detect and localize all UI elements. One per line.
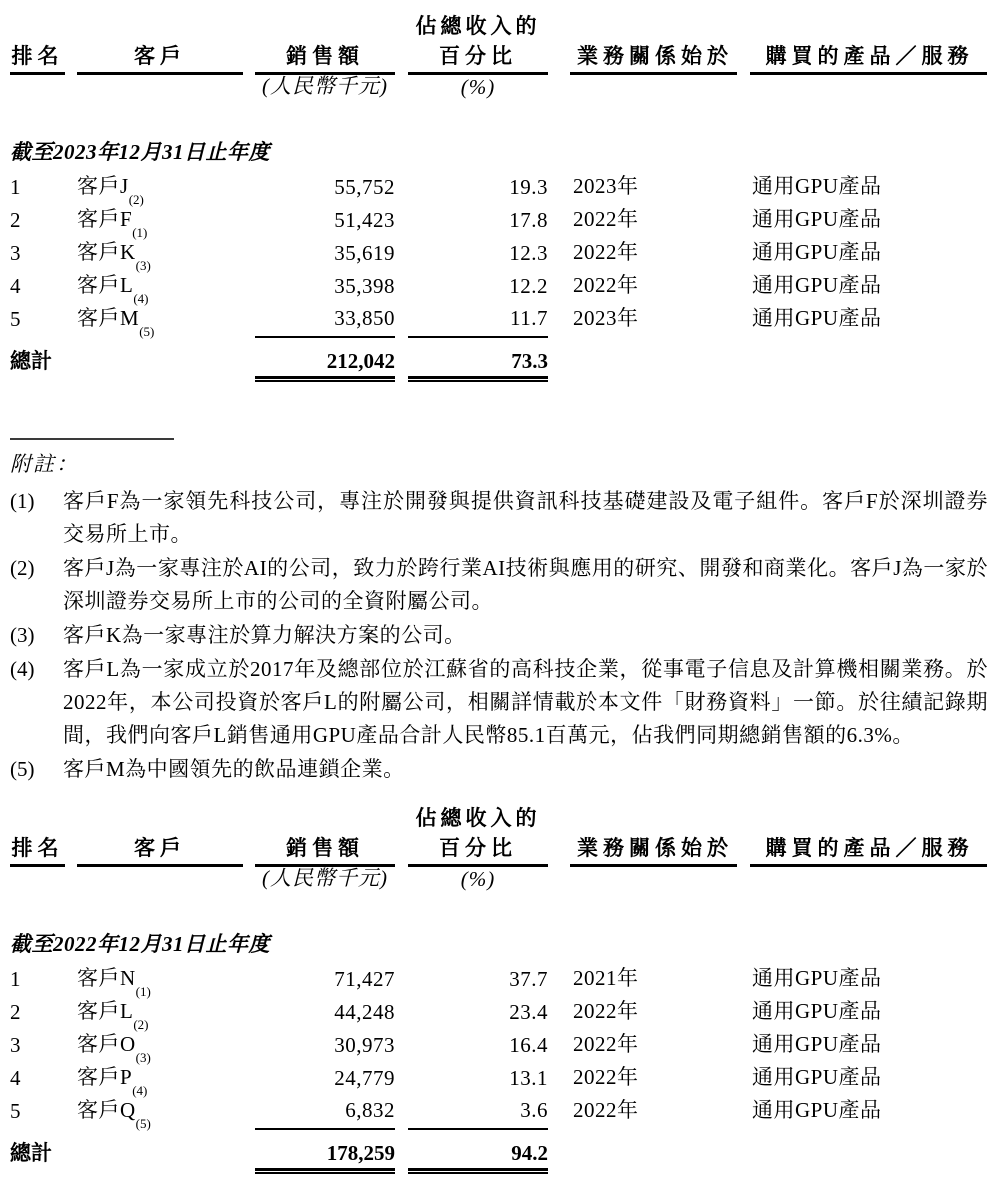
table-row <box>10 995 988 1032</box>
table-row <box>10 962 988 999</box>
product-cell: 通用GPU產品 <box>752 999 882 1023</box>
pct-unit-label: (%) <box>460 75 496 99</box>
table-row <box>10 1094 988 1131</box>
since-cell: 2022年 <box>573 999 639 1023</box>
product-cell: 通用GPU產品 <box>752 306 882 330</box>
customer-name: 客戶K <box>77 240 136 264</box>
column-header-customer: 客戶 <box>77 832 243 867</box>
column-header-rank: 排名 <box>10 40 65 75</box>
header-row <box>10 832 988 862</box>
total-sales-value: 212,042 <box>255 349 395 379</box>
rank-cell: 3 <box>10 1033 21 1057</box>
total-pct-value: 73.3 <box>408 349 548 379</box>
customer-cell: 客戶K (3) <box>77 236 243 272</box>
sales-cell: 35,398 <box>334 274 395 298</box>
footnote-item <box>10 619 988 652</box>
product-cell: 通用GPU產品 <box>752 273 882 297</box>
header-row <box>10 40 988 70</box>
table-row <box>10 1028 988 1065</box>
sales-cell: 6,832 <box>255 1094 395 1130</box>
sales-cell: 51,423 <box>334 208 395 232</box>
customer-name: 客戶L <box>77 999 134 1023</box>
footnote-number: (1) <box>10 489 35 513</box>
rank-cell: 1 <box>10 967 21 991</box>
customer-cell: 客戶J (2) <box>77 170 243 206</box>
pct-cell: 13.1 <box>509 1066 548 1090</box>
total-pct-cell <box>408 345 548 381</box>
section-title-2023: 截至2023年12月31日止年度 <box>10 140 270 164</box>
column-header-sales: 銷售額 <box>255 832 395 867</box>
customer-name: 客戶M <box>77 306 140 330</box>
table-row <box>10 302 988 339</box>
total-label: 總計 <box>10 1141 52 1165</box>
footnote-item <box>10 653 988 752</box>
sales-unit-label: (人民幣千元) <box>262 866 388 890</box>
rank-cell: 1 <box>10 175 21 199</box>
customer-name: 客戶J <box>77 174 129 198</box>
column-header-product: 購買的產品／服務 <box>750 40 987 75</box>
section-title-2022: 截至2022年12月31日止年度 <box>10 932 270 956</box>
top-customers-table-2023 <box>10 6 988 381</box>
sales-cell: 71,427 <box>334 967 395 991</box>
column-header-since: 業務關係始於 <box>570 40 737 75</box>
customer-name: 客戶P <box>77 1065 133 1089</box>
footnote-text: 客戶L為一家成立於2017年及總部位於江蘇省的高科技企業，從事電子信息及計算機相關業務。於2022年，本公司投資於客戶L的附屬公司，相關詳情載於本文件「財務資料」一節。於往績記錄期間，我們向客戶L銷售通用GPU產品合計人民幣85.1百萬元，佔我們同期總銷售額的6.3%。 <box>63 657 988 747</box>
footnote-text: 客戶F為一家領先科技公司，專注於開發與提供資訊科技基礎建設及電子組件。客戶F於深圳證券交易所上市。 <box>63 489 988 546</box>
pct-cell: 19.3 <box>509 175 548 199</box>
customer-name: 客戶L <box>77 273 134 297</box>
customer-cell: 客戶Q (5) <box>77 1094 243 1130</box>
footnote-text: 客戶K為一家專注於算力解決方案的公司。 <box>63 623 466 647</box>
header-row-top <box>10 798 988 832</box>
product-cell: 通用GPU產品 <box>752 207 882 231</box>
total-sales-value: 178,259 <box>255 1141 395 1171</box>
pct-cell: 11.7 <box>408 302 548 338</box>
pct-cell: 23.4 <box>509 1000 548 1024</box>
pct-unit-label: (%) <box>460 867 496 891</box>
since-cell: 2022年 <box>573 1065 639 1089</box>
footnote-text: 客戶M為中國領先的飲品連鎖企業。 <box>63 757 405 781</box>
column-header-sales: 銷售額 <box>255 40 395 75</box>
column-header-pct: 百分比 <box>408 832 548 867</box>
pct-cell: 3.6 <box>408 1094 548 1130</box>
customer-cell: 客戶M (5) <box>77 302 243 338</box>
sales-cell: 35,619 <box>334 241 395 265</box>
total-sales-cell <box>255 345 395 381</box>
since-cell: 2022年 <box>573 240 639 264</box>
column-header-pct-line1: 佔總收入的 <box>415 14 541 38</box>
total-label: 總計 <box>10 349 52 373</box>
since-cell: 2022年 <box>573 1032 639 1056</box>
customer-cell: 客戶P (4) <box>77 1061 243 1097</box>
footnote-number: (2) <box>10 556 35 580</box>
customer-cell: 客戶L (2) <box>77 995 243 1031</box>
total-pct-value: 94.2 <box>408 1141 548 1171</box>
sales-cell: 44,248 <box>334 1000 395 1024</box>
customer-cell: 客戶O (3) <box>77 1028 243 1064</box>
total-row-2023 <box>10 345 988 381</box>
header-row-top <box>10 6 988 40</box>
since-cell: 2022年 <box>573 207 639 231</box>
rank-cell: 4 <box>10 1066 21 1090</box>
footnote-text: 客戶J為一家專注於AI的公司，致力於跨行業AI技術與應用的研究、開發和商業化。客戶J為一家於深圳證券交易所上市的公司的全資附屬公司。 <box>63 556 988 613</box>
top-customers-table-2022 <box>10 798 988 1173</box>
product-cell: 通用GPU產品 <box>752 966 882 990</box>
product-cell: 通用GPU產品 <box>752 1098 882 1122</box>
rank-cell: 3 <box>10 241 21 265</box>
column-header-pct-line1: 佔總收入的 <box>415 806 541 830</box>
column-header-pct: 百分比 <box>408 40 548 75</box>
product-cell: 通用GPU產品 <box>752 1032 882 1056</box>
table-row <box>10 203 988 240</box>
total-sales-cell <box>255 1137 395 1173</box>
footnotes-list <box>10 485 988 786</box>
rank-cell: 5 <box>10 307 21 331</box>
footnote-item <box>10 485 988 551</box>
since-cell: 2023年 <box>573 174 639 198</box>
footnote-number: (4) <box>10 657 35 681</box>
customer-cell: 客戶F (1) <box>77 203 243 239</box>
pct-cell: 12.2 <box>509 274 548 298</box>
section-title-row-2022 <box>10 928 988 962</box>
table-row <box>10 170 988 207</box>
customer-cell: 客戶L (4) <box>77 269 243 305</box>
table-row <box>10 1061 988 1098</box>
pct-cell: 17.8 <box>509 208 548 232</box>
sales-cell: 33,850 <box>255 302 395 338</box>
footnotes-label: 附註： <box>10 452 79 476</box>
column-header-since: 業務關係始於 <box>570 832 737 867</box>
section-title-row-2023 <box>10 136 988 170</box>
since-cell: 2022年 <box>573 1098 639 1122</box>
since-cell: 2022年 <box>573 273 639 297</box>
sales-cell: 24,779 <box>334 1066 395 1090</box>
total-row-2022 <box>10 1137 988 1173</box>
product-cell: 通用GPU產品 <box>752 1065 882 1089</box>
pct-cell: 12.3 <box>509 241 548 265</box>
sales-cell: 55,752 <box>334 175 395 199</box>
rank-cell: 2 <box>10 1000 21 1024</box>
table-row <box>10 236 988 273</box>
column-header-product: 購買的產品／服務 <box>750 832 987 867</box>
pct-cell: 37.7 <box>509 967 548 991</box>
rank-cell: 4 <box>10 274 21 298</box>
customer-name: 客戶N <box>77 966 136 990</box>
spacer <box>10 102 988 136</box>
customer-name: 客戶F <box>77 207 133 231</box>
table-row <box>10 269 988 306</box>
footnote-item <box>10 753 988 786</box>
customer-cell: 客戶N (1) <box>77 962 243 998</box>
sales-unit-label: (人民幣千元) <box>262 74 388 98</box>
footnote-item <box>10 552 988 618</box>
product-cell: 通用GPU產品 <box>752 174 882 198</box>
spacer <box>10 894 988 928</box>
rank-cell: 2 <box>10 208 21 232</box>
product-cell: 通用GPU產品 <box>752 240 882 264</box>
footnote-number: (5) <box>10 757 35 781</box>
since-cell: 2021年 <box>573 966 639 990</box>
customer-name: 客戶O <box>77 1032 136 1056</box>
since-cell: 2023年 <box>573 306 639 330</box>
column-header-customer: 客戶 <box>77 40 243 75</box>
sales-cell: 30,973 <box>334 1033 395 1057</box>
total-pct-cell <box>408 1137 548 1173</box>
rank-cell: 5 <box>10 1099 21 1123</box>
column-header-rank: 排名 <box>10 832 65 867</box>
pct-cell: 16.4 <box>509 1033 548 1057</box>
footnote-divider <box>10 438 174 440</box>
footnote-number: (3) <box>10 623 35 647</box>
customer-name: 客戶Q <box>77 1098 136 1122</box>
